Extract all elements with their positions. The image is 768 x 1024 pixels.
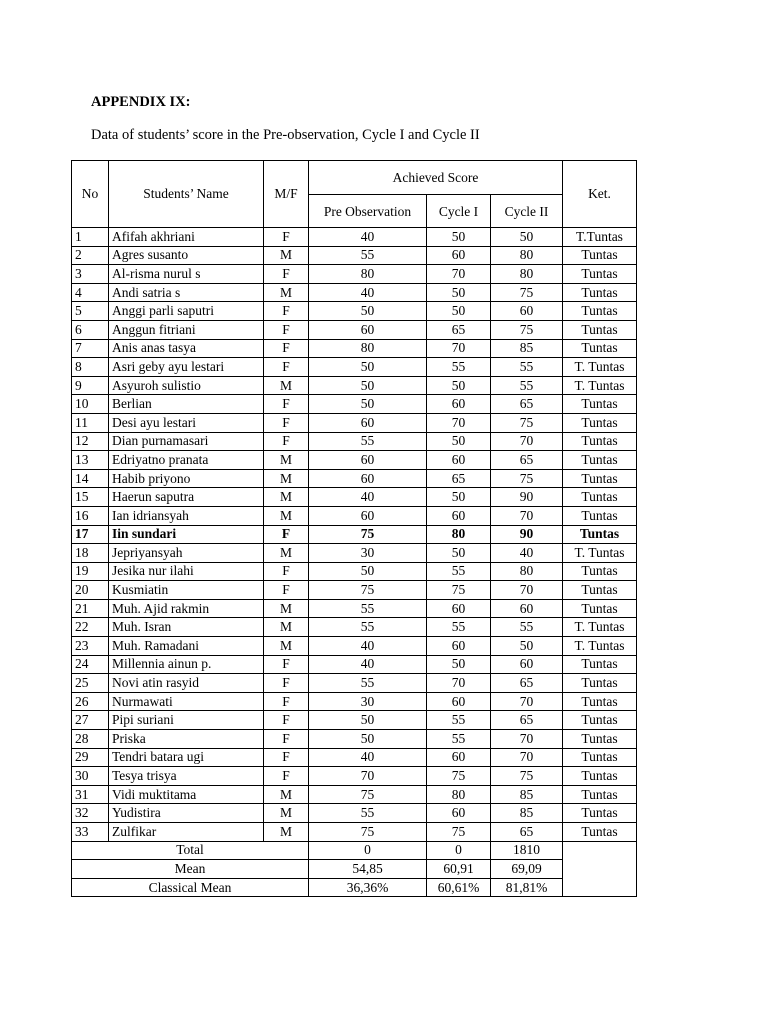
row-cycle-2: 85: [491, 804, 563, 823]
row-ket: T. Tuntas: [563, 358, 637, 377]
row-pre-observation: 40: [309, 488, 427, 507]
row-pre-observation: 50: [309, 730, 427, 749]
row-ket: Tuntas: [563, 469, 637, 488]
row-ket: Tuntas: [563, 655, 637, 674]
row-cycle-2: 65: [491, 451, 563, 470]
row-pre-observation: 50: [309, 358, 427, 377]
summary-row: [72, 841, 637, 860]
table-row: [72, 692, 637, 711]
row-no: 12: [72, 432, 109, 451]
row-gender: F: [264, 339, 309, 358]
row-cycle-1: 60: [427, 395, 491, 414]
row-gender: F: [264, 228, 309, 247]
summary-cycle-1: 0: [427, 841, 491, 860]
row-no: 26: [72, 692, 109, 711]
row-pre-observation: 70: [309, 767, 427, 786]
table-row: [72, 637, 637, 656]
row-gender: M: [264, 283, 309, 302]
table-row: [72, 767, 637, 786]
row-student-name: Muh. Ramadani: [109, 637, 264, 656]
row-no: 17: [72, 525, 109, 544]
row-gender: F: [264, 674, 309, 693]
row-student-name: Kusmiatin: [109, 581, 264, 600]
summary-ket-blank: [563, 841, 637, 897]
table-row: [72, 525, 637, 544]
row-no: 11: [72, 413, 109, 432]
table-row: [72, 599, 637, 618]
summary-row: [72, 878, 637, 897]
row-pre-observation: 40: [309, 748, 427, 767]
row-no: 33: [72, 823, 109, 842]
row-student-name: Nurmawati: [109, 692, 264, 711]
row-no: 18: [72, 544, 109, 563]
row-gender: F: [264, 692, 309, 711]
row-no: 13: [72, 451, 109, 470]
row-ket: T. Tuntas: [563, 618, 637, 637]
row-gender: M: [264, 246, 309, 265]
row-student-name: Anggi parli saputri: [109, 302, 264, 321]
row-cycle-1: 50: [427, 488, 491, 507]
row-student-name: Iin sundari: [109, 525, 264, 544]
row-ket: T. Tuntas: [563, 544, 637, 563]
row-ket: Tuntas: [563, 748, 637, 767]
summary-label: Total: [72, 841, 309, 860]
row-pre-observation: 50: [309, 302, 427, 321]
row-cycle-2: 40: [491, 544, 563, 563]
summary-cycle-2: 69,09: [491, 860, 563, 879]
row-gender: M: [264, 506, 309, 525]
row-gender: M: [264, 488, 309, 507]
row-cycle-1: 50: [427, 655, 491, 674]
row-student-name: Vidi muktitama: [109, 785, 264, 804]
row-no: 19: [72, 562, 109, 581]
table-row: [72, 785, 637, 804]
table-row: [72, 506, 637, 525]
row-cycle-2: 60: [491, 655, 563, 674]
row-cycle-1: 80: [427, 785, 491, 804]
row-cycle-1: 60: [427, 692, 491, 711]
summary-label: Mean: [72, 860, 309, 879]
row-student-name: Agres susanto: [109, 246, 264, 265]
row-pre-observation: 40: [309, 655, 427, 674]
row-gender: M: [264, 637, 309, 656]
row-ket: Tuntas: [563, 692, 637, 711]
row-pre-observation: 75: [309, 525, 427, 544]
row-pre-observation: 55: [309, 674, 427, 693]
row-cycle-2: 65: [491, 674, 563, 693]
row-cycle-2: 80: [491, 562, 563, 581]
row-student-name: Jesika nur ilahi: [109, 562, 264, 581]
header-no: No: [72, 161, 109, 228]
row-ket: Tuntas: [563, 711, 637, 730]
row-student-name: Desi ayu lestari: [109, 413, 264, 432]
row-cycle-2: 65: [491, 395, 563, 414]
row-pre-observation: 75: [309, 823, 427, 842]
row-student-name: Afifah akhriani: [109, 228, 264, 247]
row-no: 21: [72, 599, 109, 618]
header-cycle-2: Cycle II: [491, 195, 563, 228]
row-student-name: Millennia ainun p.: [109, 655, 264, 674]
row-pre-observation: 80: [309, 265, 427, 284]
row-no: 7: [72, 339, 109, 358]
row-cycle-1: 60: [427, 804, 491, 823]
row-ket: T. Tuntas: [563, 637, 637, 656]
row-cycle-1: 65: [427, 320, 491, 339]
summary-cycle-1: 60,91: [427, 860, 491, 879]
row-pre-observation: 40: [309, 637, 427, 656]
table-row: [72, 339, 637, 358]
row-cycle-2: 70: [491, 692, 563, 711]
row-ket: Tuntas: [563, 767, 637, 786]
table-row: [72, 451, 637, 470]
row-cycle-2: 70: [491, 581, 563, 600]
table-row: [72, 711, 637, 730]
row-cycle-1: 50: [427, 302, 491, 321]
table-row: [72, 265, 637, 284]
row-cycle-2: 60: [491, 599, 563, 618]
row-pre-observation: 50: [309, 711, 427, 730]
table-row: [72, 469, 637, 488]
appendix-heading: APPENDIX IX:: [91, 94, 191, 110]
row-cycle-2: 80: [491, 265, 563, 284]
row-no: 23: [72, 637, 109, 656]
row-student-name: Priska: [109, 730, 264, 749]
row-ket: Tuntas: [563, 246, 637, 265]
row-cycle-2: 90: [491, 488, 563, 507]
summary-pre-observation: 0: [309, 841, 427, 860]
row-no: 8: [72, 358, 109, 377]
table-row: [72, 823, 637, 842]
row-cycle-2: 75: [491, 413, 563, 432]
row-ket: Tuntas: [563, 823, 637, 842]
table-row: [72, 376, 637, 395]
row-student-name: Muh. Ajid rakmin: [109, 599, 264, 618]
row-gender: F: [264, 525, 309, 544]
row-no: 14: [72, 469, 109, 488]
row-cycle-1: 75: [427, 823, 491, 842]
row-pre-observation: 50: [309, 395, 427, 414]
row-cycle-2: 55: [491, 376, 563, 395]
row-cycle-1: 55: [427, 358, 491, 377]
row-cycle-2: 85: [491, 339, 563, 358]
row-no: 5: [72, 302, 109, 321]
table-row: [72, 413, 637, 432]
header-achieved-score: Achieved Score: [309, 161, 563, 195]
row-ket: Tuntas: [563, 320, 637, 339]
row-no: 20: [72, 581, 109, 600]
row-cycle-1: 55: [427, 562, 491, 581]
row-student-name: Habib priyono: [109, 469, 264, 488]
row-student-name: Tendri batara ugi: [109, 748, 264, 767]
row-cycle-2: 55: [491, 618, 563, 637]
row-gender: F: [264, 413, 309, 432]
row-gender: M: [264, 785, 309, 804]
row-cycle-2: 70: [491, 730, 563, 749]
row-no: 22: [72, 618, 109, 637]
row-no: 16: [72, 506, 109, 525]
row-no: 30: [72, 767, 109, 786]
row-gender: F: [264, 711, 309, 730]
row-gender: F: [264, 767, 309, 786]
row-ket: Tuntas: [563, 599, 637, 618]
row-cycle-2: 80: [491, 246, 563, 265]
row-cycle-2: 75: [491, 283, 563, 302]
row-cycle-1: 70: [427, 265, 491, 284]
table-row: [72, 730, 637, 749]
row-gender: M: [264, 599, 309, 618]
row-ket: Tuntas: [563, 265, 637, 284]
row-cycle-2: 85: [491, 785, 563, 804]
row-pre-observation: 30: [309, 692, 427, 711]
row-cycle-1: 55: [427, 711, 491, 730]
row-pre-observation: 55: [309, 432, 427, 451]
row-no: 15: [72, 488, 109, 507]
header-gender: M/F: [264, 161, 309, 228]
table-row: [72, 748, 637, 767]
table-row: [72, 432, 637, 451]
row-cycle-1: 50: [427, 376, 491, 395]
row-no: 29: [72, 748, 109, 767]
row-cycle-2: 70: [491, 432, 563, 451]
summary-label: Classical Mean: [72, 878, 309, 897]
row-gender: F: [264, 320, 309, 339]
row-student-name: Asyuroh sulistio: [109, 376, 264, 395]
row-no: 32: [72, 804, 109, 823]
row-cycle-1: 60: [427, 637, 491, 656]
row-cycle-1: 70: [427, 339, 491, 358]
row-student-name: Edriyatno pranata: [109, 451, 264, 470]
header-pre-observation: Pre Observation: [309, 195, 427, 228]
row-pre-observation: 75: [309, 581, 427, 600]
row-cycle-1: 60: [427, 599, 491, 618]
row-cycle-1: 50: [427, 544, 491, 563]
row-student-name: Zulfikar: [109, 823, 264, 842]
row-pre-observation: 55: [309, 246, 427, 265]
row-student-name: Muh. Isran: [109, 618, 264, 637]
row-cycle-2: 65: [491, 823, 563, 842]
row-no: 28: [72, 730, 109, 749]
row-cycle-2: 65: [491, 711, 563, 730]
row-gender: F: [264, 730, 309, 749]
table-row: [72, 228, 637, 247]
row-no: 24: [72, 655, 109, 674]
row-gender: F: [264, 265, 309, 284]
row-ket: T. Tuntas: [563, 376, 637, 395]
row-pre-observation: 60: [309, 413, 427, 432]
row-pre-observation: 60: [309, 469, 427, 488]
row-pre-observation: 60: [309, 451, 427, 470]
row-cycle-2: 75: [491, 320, 563, 339]
row-gender: M: [264, 451, 309, 470]
row-gender: F: [264, 748, 309, 767]
row-pre-observation: 40: [309, 228, 427, 247]
summary-cycle-2: 81,81%: [491, 878, 563, 897]
table-row: [72, 358, 637, 377]
table-row: [72, 618, 637, 637]
row-gender: F: [264, 581, 309, 600]
row-cycle-2: 75: [491, 767, 563, 786]
table-body: [72, 228, 637, 897]
row-pre-observation: 55: [309, 804, 427, 823]
row-no: 3: [72, 265, 109, 284]
row-cycle-1: 65: [427, 469, 491, 488]
row-gender: M: [264, 823, 309, 842]
row-gender: M: [264, 804, 309, 823]
row-pre-observation: 55: [309, 618, 427, 637]
row-no: 25: [72, 674, 109, 693]
summary-row: [72, 860, 637, 879]
row-gender: M: [264, 469, 309, 488]
row-student-name: Al-risma nurul s: [109, 265, 264, 284]
row-ket: Tuntas: [563, 395, 637, 414]
row-ket: Tuntas: [563, 451, 637, 470]
row-ket: Tuntas: [563, 283, 637, 302]
row-student-name: Dian purnamasari: [109, 432, 264, 451]
table-row: [72, 283, 637, 302]
table-row: [72, 395, 637, 414]
row-ket: Tuntas: [563, 432, 637, 451]
row-cycle-1: 55: [427, 618, 491, 637]
row-cycle-1: 80: [427, 525, 491, 544]
table-row: [72, 562, 637, 581]
row-ket: Tuntas: [563, 674, 637, 693]
row-cycle-1: 55: [427, 730, 491, 749]
row-pre-observation: 60: [309, 320, 427, 339]
row-cycle-2: 75: [491, 469, 563, 488]
table-row: [72, 320, 637, 339]
summary-pre-observation: 54,85: [309, 860, 427, 879]
row-cycle-1: 75: [427, 767, 491, 786]
row-cycle-2: 70: [491, 748, 563, 767]
row-no: 31: [72, 785, 109, 804]
row-gender: F: [264, 395, 309, 414]
row-cycle-2: 60: [491, 302, 563, 321]
row-cycle-2: 50: [491, 637, 563, 656]
row-gender: F: [264, 358, 309, 377]
row-ket: Tuntas: [563, 506, 637, 525]
row-student-name: Haerun saputra: [109, 488, 264, 507]
row-cycle-2: 50: [491, 228, 563, 247]
row-ket: T.Tuntas: [563, 228, 637, 247]
row-pre-observation: 55: [309, 599, 427, 618]
row-student-name: Pipi suriani: [109, 711, 264, 730]
row-student-name: Tesya trisya: [109, 767, 264, 786]
row-no: 2: [72, 246, 109, 265]
row-gender: M: [264, 376, 309, 395]
row-student-name: Asri geby ayu lestari: [109, 358, 264, 377]
row-no: 27: [72, 711, 109, 730]
summary-cycle-1: 60,61%: [427, 878, 491, 897]
row-cycle-1: 70: [427, 413, 491, 432]
row-cycle-1: 60: [427, 748, 491, 767]
summary-pre-observation: 36,36%: [309, 878, 427, 897]
table-row: [72, 488, 637, 507]
row-cycle-1: 70: [427, 674, 491, 693]
row-pre-observation: 50: [309, 562, 427, 581]
row-student-name: Berlian: [109, 395, 264, 414]
row-ket: Tuntas: [563, 785, 637, 804]
table-row: [72, 246, 637, 265]
table-row: [72, 544, 637, 563]
row-student-name: Novi atin rasyid: [109, 674, 264, 693]
row-pre-observation: 80: [309, 339, 427, 358]
table-row: [72, 581, 637, 600]
row-ket: Tuntas: [563, 525, 637, 544]
row-student-name: Yudistira: [109, 804, 264, 823]
row-no: 6: [72, 320, 109, 339]
row-student-name: Andi satria s: [109, 283, 264, 302]
row-student-name: Ian idriansyah: [109, 506, 264, 525]
scores-table: [71, 160, 637, 897]
row-ket: Tuntas: [563, 730, 637, 749]
row-cycle-1: 60: [427, 246, 491, 265]
table-row: [72, 674, 637, 693]
row-student-name: Anis anas tasya: [109, 339, 264, 358]
row-pre-observation: 50: [309, 376, 427, 395]
row-cycle-2: 70: [491, 506, 563, 525]
row-pre-observation: 60: [309, 506, 427, 525]
row-ket: Tuntas: [563, 562, 637, 581]
row-no: 1: [72, 228, 109, 247]
row-ket: Tuntas: [563, 488, 637, 507]
row-gender: F: [264, 432, 309, 451]
row-cycle-1: 60: [427, 506, 491, 525]
row-gender: M: [264, 618, 309, 637]
header-cycle-1: Cycle I: [427, 195, 491, 228]
row-gender: F: [264, 302, 309, 321]
row-cycle-1: 50: [427, 228, 491, 247]
row-pre-observation: 40: [309, 283, 427, 302]
row-cycle-1: 60: [427, 451, 491, 470]
header-students-name: Students’ Name: [109, 161, 264, 228]
row-ket: Tuntas: [563, 581, 637, 600]
table-row: [72, 655, 637, 674]
row-cycle-2: 90: [491, 525, 563, 544]
row-pre-observation: 30: [309, 544, 427, 563]
row-cycle-1: 75: [427, 581, 491, 600]
table-row: [72, 302, 637, 321]
row-gender: F: [264, 655, 309, 674]
row-pre-observation: 75: [309, 785, 427, 804]
row-cycle-2: 55: [491, 358, 563, 377]
row-gender: F: [264, 562, 309, 581]
row-cycle-1: 50: [427, 283, 491, 302]
row-ket: Tuntas: [563, 339, 637, 358]
table-caption: Data of students’ score in the Pre-observation, Cycle I and Cycle II: [91, 127, 480, 143]
row-no: 9: [72, 376, 109, 395]
row-student-name: Jepriyansyah: [109, 544, 264, 563]
row-ket: Tuntas: [563, 804, 637, 823]
row-gender: M: [264, 544, 309, 563]
header-ket: Ket.: [563, 161, 637, 228]
row-cycle-1: 50: [427, 432, 491, 451]
summary-cycle-2: 1810: [491, 841, 563, 860]
table-row: [72, 804, 637, 823]
row-no: 4: [72, 283, 109, 302]
row-no: 10: [72, 395, 109, 414]
row-ket: Tuntas: [563, 302, 637, 321]
row-ket: Tuntas: [563, 413, 637, 432]
row-student-name: Anggun fitriani: [109, 320, 264, 339]
